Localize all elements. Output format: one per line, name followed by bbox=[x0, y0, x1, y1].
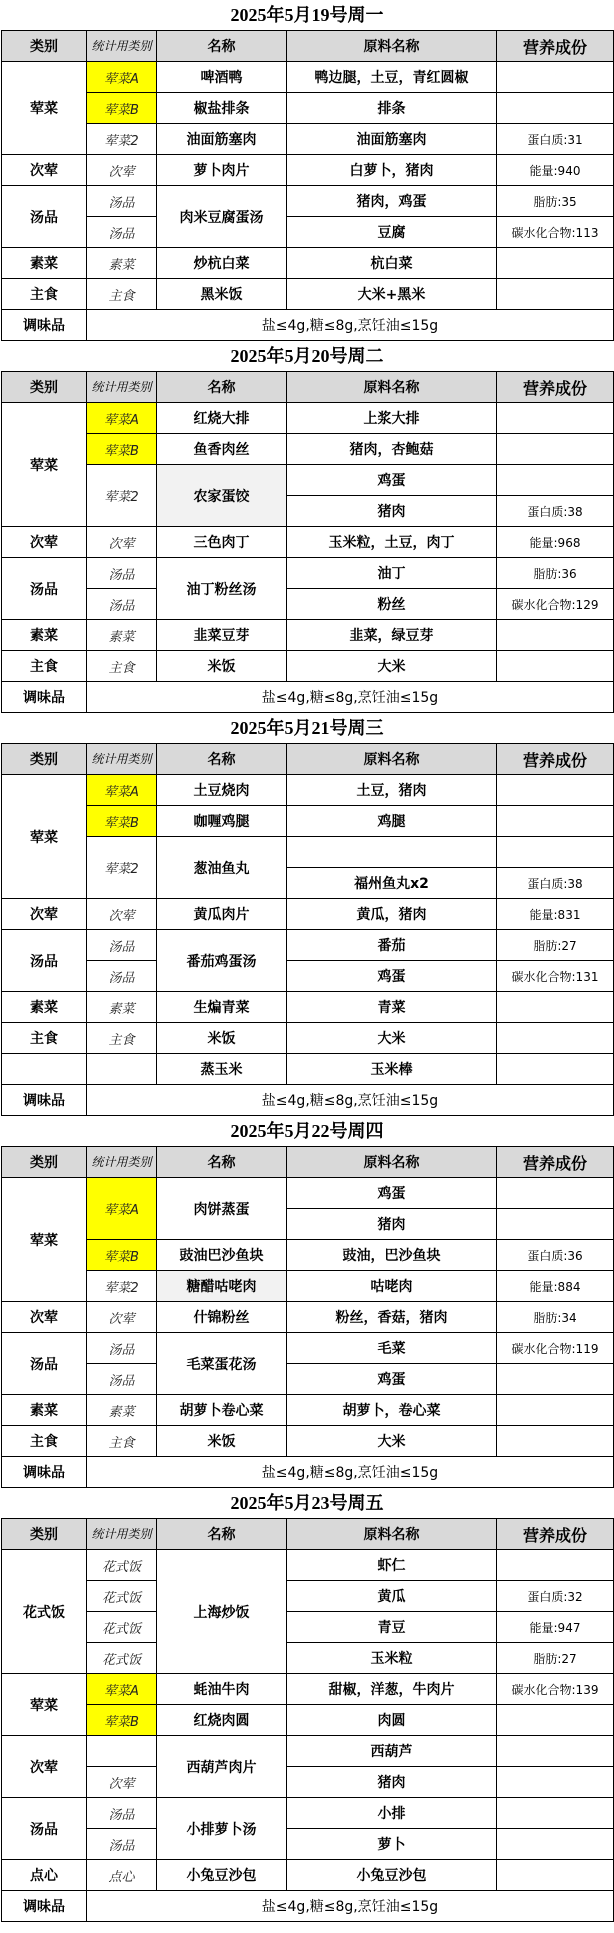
nutrition-cell bbox=[497, 1767, 614, 1798]
header-stat-category: 统计用类别 bbox=[87, 31, 157, 62]
table-row bbox=[2, 1829, 614, 1860]
category-cell: 汤品 bbox=[2, 1798, 87, 1860]
seasoning-label: 调味品 bbox=[2, 1891, 87, 1922]
raw-material-cell: 肉圆 bbox=[287, 1705, 497, 1736]
dish-name-cell: 上海炒饭 bbox=[157, 1550, 287, 1674]
raw-material-cell: 福州鱼丸x2 bbox=[287, 868, 497, 899]
day-title: 2025年5月20号周二 bbox=[230, 346, 384, 366]
dish-name-cell: 咖喱鸡腿 bbox=[157, 806, 287, 837]
stat-category-cell: 汤品 bbox=[87, 1798, 157, 1829]
dish-name-cell: 豉油巴沙鱼块 bbox=[157, 1240, 287, 1271]
raw-material-cell: 韭菜，绿豆芽 bbox=[287, 620, 497, 651]
stat-category-cell: 次荤 bbox=[87, 527, 157, 558]
header-category: 类别 bbox=[2, 372, 87, 403]
stat-category-cell: 主食 bbox=[87, 279, 157, 310]
dish-name-cell: 葱油鱼丸 bbox=[157, 837, 287, 899]
header-row bbox=[2, 1519, 614, 1550]
nutrition-cell bbox=[497, 806, 614, 837]
raw-material-cell: 青豆 bbox=[287, 1612, 497, 1643]
nutrition-cell bbox=[497, 651, 614, 682]
raw-material-cell: 青菜 bbox=[287, 992, 497, 1023]
nutrition-cell: 能量:968 bbox=[497, 527, 614, 558]
nutrition-cell bbox=[497, 1829, 614, 1860]
table-row bbox=[2, 1643, 614, 1674]
stat-category-cell: 花式饭 bbox=[87, 1550, 157, 1581]
category-cell: 素菜 bbox=[2, 992, 87, 1023]
seasoning-label: 调味品 bbox=[2, 1457, 87, 1488]
table-row bbox=[2, 651, 614, 682]
raw-material-cell: 粉丝 bbox=[287, 589, 497, 620]
stat-category-cell bbox=[87, 1054, 157, 1085]
menu-table bbox=[1, 743, 614, 1116]
dish-name-cell: 农家蛋饺 bbox=[157, 465, 287, 527]
table-row bbox=[2, 1860, 614, 1891]
stat-category-cell bbox=[87, 1736, 157, 1767]
table-row bbox=[2, 403, 614, 434]
raw-material-cell: 豆腐 bbox=[287, 217, 497, 248]
seasoning-value: 盐≤4g,糖≤8g,烹饪油≤15g bbox=[87, 1085, 614, 1116]
category-cell: 主食 bbox=[2, 1023, 87, 1054]
raw-material-cell: 粉丝，香菇，猪肉 bbox=[287, 1302, 497, 1333]
header-stat-category: 统计用类别 bbox=[87, 1519, 157, 1550]
nutrition-cell bbox=[497, 620, 614, 651]
category-cell: 荤菜 bbox=[2, 775, 87, 899]
seasoning-label: 调味品 bbox=[2, 310, 87, 341]
stat-category-cell: 荤菜2 bbox=[87, 837, 157, 899]
header-name: 名称 bbox=[157, 744, 287, 775]
stat-category-cell: 荤菜2 bbox=[87, 124, 157, 155]
day-title: 2025年5月22号周四 bbox=[230, 1121, 384, 1141]
stat-category-cell: 主食 bbox=[87, 651, 157, 682]
table-row bbox=[2, 248, 614, 279]
stat-category-cell: 汤品 bbox=[87, 1364, 157, 1395]
menu-table bbox=[1, 371, 614, 713]
header-row bbox=[2, 372, 614, 403]
nutrition-cell: 蛋白质:31 bbox=[497, 124, 614, 155]
raw-material-cell: 黄瓜，猪肉 bbox=[287, 899, 497, 930]
table-row bbox=[2, 1612, 614, 1643]
header-category: 类别 bbox=[2, 1147, 87, 1178]
dish-name-cell: 韭菜豆芽 bbox=[157, 620, 287, 651]
stat-category-cell: 主食 bbox=[87, 1426, 157, 1457]
header-stat-category: 统计用类别 bbox=[87, 1147, 157, 1178]
dish-name-cell: 鱼香肉丝 bbox=[157, 434, 287, 465]
header-row bbox=[2, 1147, 614, 1178]
category-cell: 主食 bbox=[2, 1426, 87, 1457]
nutrition-cell bbox=[497, 279, 614, 310]
raw-material-cell: 胡萝卜，卷心菜 bbox=[287, 1395, 497, 1426]
header-category: 类别 bbox=[2, 31, 87, 62]
stat-category-cell: 汤品 bbox=[87, 961, 157, 992]
category-cell: 汤品 bbox=[2, 558, 87, 620]
table-row bbox=[2, 465, 614, 496]
nutrition-cell: 脂肪:34 bbox=[497, 1302, 614, 1333]
stat-category-cell: 素菜 bbox=[87, 620, 157, 651]
table-row bbox=[2, 775, 614, 806]
dish-name-cell: 炒杭白菜 bbox=[157, 248, 287, 279]
dish-name-cell: 胡萝卜卷心菜 bbox=[157, 1395, 287, 1426]
dish-name-cell: 肉米豆腐蛋汤 bbox=[157, 186, 287, 248]
stat-category-cell: 荤菜B bbox=[87, 1705, 157, 1736]
nutrition-cell: 碳水化合物:139 bbox=[497, 1674, 614, 1705]
raw-material-cell: 排条 bbox=[287, 93, 497, 124]
dish-name-cell: 米饭 bbox=[157, 1023, 287, 1054]
category-cell: 主食 bbox=[2, 651, 87, 682]
raw-material-cell: 鸭边腿，土豆，青红圆椒 bbox=[287, 62, 497, 93]
nutrition-cell bbox=[497, 1023, 614, 1054]
seasoning-value: 盐≤4g,糖≤8g,烹饪油≤15g bbox=[87, 310, 614, 341]
raw-material-cell: 油面筋塞肉 bbox=[287, 124, 497, 155]
dish-name-cell: 什锦粉丝 bbox=[157, 1302, 287, 1333]
header-name: 名称 bbox=[157, 372, 287, 403]
raw-material-cell: 甜椒，洋葱，牛肉片 bbox=[287, 1674, 497, 1705]
dish-name-cell: 红烧大排 bbox=[157, 403, 287, 434]
stat-category-cell: 荤菜A bbox=[87, 1178, 157, 1240]
table-row bbox=[2, 1736, 614, 1767]
stat-category-cell: 次荤 bbox=[87, 155, 157, 186]
nutrition-cell: 碳水化合物:119 bbox=[497, 1333, 614, 1364]
table-row bbox=[2, 806, 614, 837]
stat-category-cell: 汤品 bbox=[87, 217, 157, 248]
category-cell: 次荤 bbox=[2, 1302, 87, 1333]
header-category: 类别 bbox=[2, 1519, 87, 1550]
dish-name-cell: 蚝油牛肉 bbox=[157, 1674, 287, 1705]
stat-category-cell: 荤菜B bbox=[87, 806, 157, 837]
dish-name-cell: 小排萝卜汤 bbox=[157, 1798, 287, 1860]
raw-material-cell: 油丁 bbox=[287, 558, 497, 589]
dish-name-cell: 萝卜肉片 bbox=[157, 155, 287, 186]
raw-material-cell: 大米 bbox=[287, 1426, 497, 1457]
table-row bbox=[2, 1054, 614, 1085]
nutrition-cell bbox=[497, 434, 614, 465]
nutrition-cell: 碳水化合物:129 bbox=[497, 589, 614, 620]
nutrition-cell: 能量:947 bbox=[497, 1612, 614, 1643]
category-cell: 荤菜 bbox=[2, 403, 87, 527]
header-name: 名称 bbox=[157, 1519, 287, 1550]
dish-name-cell: 油面筋塞肉 bbox=[157, 124, 287, 155]
nutrition-cell bbox=[497, 1736, 614, 1767]
stat-category-cell: 荤菜B bbox=[87, 93, 157, 124]
raw-material-cell: 玉米粒 bbox=[287, 1643, 497, 1674]
dish-name-cell: 土豆烧肉 bbox=[157, 775, 287, 806]
raw-material-cell: 土豆，猪肉 bbox=[287, 775, 497, 806]
dish-name-cell: 毛菜蛋花汤 bbox=[157, 1333, 287, 1395]
nutrition-cell bbox=[497, 775, 614, 806]
dish-name-cell: 番茄鸡蛋汤 bbox=[157, 930, 287, 992]
seasoning-row bbox=[2, 1085, 614, 1116]
dish-name-cell: 米饭 bbox=[157, 651, 287, 682]
table-row bbox=[2, 124, 614, 155]
category-cell: 次荤 bbox=[2, 527, 87, 558]
stat-category-cell: 荤菜B bbox=[87, 434, 157, 465]
nutrition-cell bbox=[497, 1209, 614, 1240]
nutrition-cell: 能量:884 bbox=[497, 1271, 614, 1302]
table-row bbox=[2, 1767, 614, 1798]
header-raw-material: 原料名称 bbox=[287, 744, 497, 775]
header-stat-category: 统计用类别 bbox=[87, 372, 157, 403]
stat-category-cell: 汤品 bbox=[87, 1829, 157, 1860]
header-raw-material: 原料名称 bbox=[287, 1519, 497, 1550]
raw-material-cell: 鸡蛋 bbox=[287, 1178, 497, 1209]
raw-material-cell: 毛菜 bbox=[287, 1333, 497, 1364]
raw-material-cell: 鸡腿 bbox=[287, 806, 497, 837]
nutrition-cell bbox=[497, 1395, 614, 1426]
table-row bbox=[2, 620, 614, 651]
raw-material-cell: 鸡蛋 bbox=[287, 465, 497, 496]
nutrition-cell bbox=[497, 1860, 614, 1891]
raw-material-cell: 鸡蛋 bbox=[287, 961, 497, 992]
stat-category-cell: 荤菜A bbox=[87, 62, 157, 93]
nutrition-cell bbox=[497, 1550, 614, 1581]
nutrition-cell: 能量:940 bbox=[497, 155, 614, 186]
table-row bbox=[2, 1798, 614, 1829]
table-row bbox=[2, 1581, 614, 1612]
dish-name-cell: 米饭 bbox=[157, 1426, 287, 1457]
table-row bbox=[2, 93, 614, 124]
nutrition-cell bbox=[497, 465, 614, 496]
raw-material-cell: 猪肉 bbox=[287, 1767, 497, 1798]
dish-name-cell: 黄瓜肉片 bbox=[157, 899, 287, 930]
stat-category-cell: 汤品 bbox=[87, 558, 157, 589]
seasoning-row bbox=[2, 682, 614, 713]
nutrition-cell: 脂肪:27 bbox=[497, 1643, 614, 1674]
raw-material-cell: 咕咾肉 bbox=[287, 1271, 497, 1302]
nutrition-cell bbox=[497, 1798, 614, 1829]
nutrition-cell: 蛋白质:38 bbox=[497, 868, 614, 899]
category-cell: 次荤 bbox=[2, 899, 87, 930]
nutrition-cell: 脂肪:35 bbox=[497, 186, 614, 217]
nutrition-cell bbox=[497, 62, 614, 93]
nutrition-cell: 能量:831 bbox=[497, 899, 614, 930]
table-row bbox=[2, 961, 614, 992]
stat-category-cell: 次荤 bbox=[87, 1302, 157, 1333]
category-cell: 汤品 bbox=[2, 1333, 87, 1395]
nutrition-cell: 脂肪:36 bbox=[497, 558, 614, 589]
header-nutrition: 营养成份 bbox=[497, 31, 614, 62]
nutrition-cell: 蛋白质:38 bbox=[497, 496, 614, 527]
nutrition-cell bbox=[497, 403, 614, 434]
nutrition-cell: 蛋白质:36 bbox=[497, 1240, 614, 1271]
header-stat-category: 统计用类别 bbox=[87, 744, 157, 775]
raw-material-cell: 猪肉 bbox=[287, 496, 497, 527]
seasoning-value: 盐≤4g,糖≤8g,烹饪油≤15g bbox=[87, 682, 614, 713]
dish-name-cell: 啤酒鸭 bbox=[157, 62, 287, 93]
nutrition-cell bbox=[497, 1426, 614, 1457]
table-row bbox=[2, 1023, 614, 1054]
nutrition-cell bbox=[497, 93, 614, 124]
header-raw-material: 原料名称 bbox=[287, 372, 497, 403]
nutrition-cell bbox=[497, 1705, 614, 1736]
dish-name-cell: 糖醋咕咾肉 bbox=[157, 1271, 287, 1302]
nutrition-cell bbox=[497, 1054, 614, 1085]
stat-category-cell: 次荤 bbox=[87, 899, 157, 930]
stat-category-cell: 素菜 bbox=[87, 248, 157, 279]
seasoning-row bbox=[2, 1891, 614, 1922]
table-row bbox=[2, 1395, 614, 1426]
nutrition-cell bbox=[497, 1364, 614, 1395]
raw-material-cell: 番茄 bbox=[287, 930, 497, 961]
raw-material-cell: 鸡蛋 bbox=[287, 1364, 497, 1395]
stat-category-cell: 主食 bbox=[87, 1023, 157, 1054]
category-cell: 素菜 bbox=[2, 620, 87, 651]
seasoning-label: 调味品 bbox=[2, 682, 87, 713]
table-row bbox=[2, 558, 614, 589]
stat-category-cell: 汤品 bbox=[87, 930, 157, 961]
dish-name-cell: 三色肉丁 bbox=[157, 527, 287, 558]
raw-material-cell: 西葫芦 bbox=[287, 1736, 497, 1767]
category-cell: 花式饭 bbox=[2, 1550, 87, 1674]
table-row bbox=[2, 1240, 614, 1271]
table-row bbox=[2, 217, 614, 248]
stat-category-cell: 汤品 bbox=[87, 1333, 157, 1364]
raw-material-cell: 大米 bbox=[287, 1023, 497, 1054]
table-row bbox=[2, 1271, 614, 1302]
table-row bbox=[2, 899, 614, 930]
raw-material-cell: 黄瓜 bbox=[287, 1581, 497, 1612]
stat-category-cell: 荤菜2 bbox=[87, 1271, 157, 1302]
raw-material-cell bbox=[287, 837, 497, 868]
seasoning-row bbox=[2, 310, 614, 341]
table-row bbox=[2, 589, 614, 620]
day-title: 2025年5月23号周五 bbox=[230, 1493, 384, 1513]
nutrition-cell: 蛋白质:32 bbox=[497, 1581, 614, 1612]
dish-name-cell: 蒸玉米 bbox=[157, 1054, 287, 1085]
category-cell: 主食 bbox=[2, 279, 87, 310]
table-row bbox=[2, 527, 614, 558]
menu-table bbox=[1, 1518, 614, 1922]
category-cell: 荤菜 bbox=[2, 1178, 87, 1302]
header-nutrition: 营养成份 bbox=[497, 372, 614, 403]
category-cell: 次荤 bbox=[2, 155, 87, 186]
header-nutrition: 营养成份 bbox=[497, 1147, 614, 1178]
menu-table bbox=[1, 30, 614, 341]
seasoning-label: 调味品 bbox=[2, 1085, 87, 1116]
table-row bbox=[2, 279, 614, 310]
header-row bbox=[2, 31, 614, 62]
menu-table bbox=[1, 1146, 614, 1488]
raw-material-cell: 大米+黑米 bbox=[287, 279, 497, 310]
raw-material-cell: 玉米棒 bbox=[287, 1054, 497, 1085]
raw-material-cell: 萝卜 bbox=[287, 1829, 497, 1860]
header-raw-material: 原料名称 bbox=[287, 1147, 497, 1178]
stat-category-cell: 荤菜A bbox=[87, 775, 157, 806]
table-row bbox=[2, 1674, 614, 1705]
table-row bbox=[2, 434, 614, 465]
stat-category-cell: 荤菜B bbox=[87, 1240, 157, 1271]
raw-material-cell: 杭白菜 bbox=[287, 248, 497, 279]
nutrition-cell bbox=[497, 248, 614, 279]
nutrition-cell bbox=[497, 992, 614, 1023]
raw-material-cell: 玉米粒，土豆，肉丁 bbox=[287, 527, 497, 558]
stat-category-cell: 花式饭 bbox=[87, 1643, 157, 1674]
dish-name-cell: 椒盐排条 bbox=[157, 93, 287, 124]
table-row bbox=[2, 62, 614, 93]
category-cell: 点心 bbox=[2, 1860, 87, 1891]
stat-category-cell: 汤品 bbox=[87, 589, 157, 620]
category-cell: 荤菜 bbox=[2, 1674, 87, 1736]
header-name: 名称 bbox=[157, 31, 287, 62]
table-row bbox=[2, 1333, 614, 1364]
raw-material-cell: 上浆大排 bbox=[287, 403, 497, 434]
raw-material-cell: 小排 bbox=[287, 1798, 497, 1829]
nutrition-cell: 碳水化合物:131 bbox=[497, 961, 614, 992]
stat-category-cell: 汤品 bbox=[87, 186, 157, 217]
header-row bbox=[2, 744, 614, 775]
nutrition-cell: 脂肪:27 bbox=[497, 930, 614, 961]
table-row bbox=[2, 837, 614, 868]
header-nutrition: 营养成份 bbox=[497, 744, 614, 775]
stat-category-cell: 素菜 bbox=[87, 1395, 157, 1426]
raw-material-cell: 白萝卜，猪肉 bbox=[287, 155, 497, 186]
table-row bbox=[2, 1550, 614, 1581]
category-cell: 素菜 bbox=[2, 248, 87, 279]
table-row bbox=[2, 1364, 614, 1395]
nutrition-cell bbox=[497, 1178, 614, 1209]
stat-category-cell: 点心 bbox=[87, 1860, 157, 1891]
table-row bbox=[2, 186, 614, 217]
header-category: 类别 bbox=[2, 744, 87, 775]
dish-name-cell: 肉饼蒸蛋 bbox=[157, 1178, 287, 1240]
seasoning-value: 盐≤4g,糖≤8g,烹饪油≤15g bbox=[87, 1457, 614, 1488]
header-nutrition: 营养成份 bbox=[497, 1519, 614, 1550]
table-row bbox=[2, 1426, 614, 1457]
table-row bbox=[2, 155, 614, 186]
day-title: 2025年5月19号周一 bbox=[230, 5, 384, 25]
day-title: 2025年5月21号周三 bbox=[230, 718, 384, 738]
nutrition-cell bbox=[497, 837, 614, 868]
nutrition-cell: 碳水化合物:113 bbox=[497, 217, 614, 248]
seasoning-value: 盐≤4g,糖≤8g,烹饪油≤15g bbox=[87, 1891, 614, 1922]
table-row bbox=[2, 1178, 614, 1209]
table-row bbox=[2, 992, 614, 1023]
category-cell: 素菜 bbox=[2, 1395, 87, 1426]
category-cell: 汤品 bbox=[2, 930, 87, 992]
dish-name-cell: 小兔豆沙包 bbox=[157, 1860, 287, 1891]
category-cell: 汤品 bbox=[2, 186, 87, 248]
seasoning-row bbox=[2, 1457, 614, 1488]
stat-category-cell: 荤菜A bbox=[87, 1674, 157, 1705]
dish-name-cell: 生煸青菜 bbox=[157, 992, 287, 1023]
raw-material-cell: 猪肉，杏鲍菇 bbox=[287, 434, 497, 465]
table-row bbox=[2, 1302, 614, 1333]
raw-material-cell: 小兔豆沙包 bbox=[287, 1860, 497, 1891]
category-cell: 次荤 bbox=[2, 1736, 87, 1798]
stat-category-cell: 花式饭 bbox=[87, 1581, 157, 1612]
stat-category-cell: 荤菜2 bbox=[87, 465, 157, 527]
raw-material-cell: 大米 bbox=[287, 651, 497, 682]
category-cell: 荤菜 bbox=[2, 62, 87, 155]
stat-category-cell: 荤菜A bbox=[87, 403, 157, 434]
raw-material-cell: 猪肉，鸡蛋 bbox=[287, 186, 497, 217]
stat-category-cell: 花式饭 bbox=[87, 1612, 157, 1643]
raw-material-cell: 虾仁 bbox=[287, 1550, 497, 1581]
dish-name-cell: 黑米饭 bbox=[157, 279, 287, 310]
dish-name-cell: 油丁粉丝汤 bbox=[157, 558, 287, 620]
dish-name-cell: 西葫芦肉片 bbox=[157, 1736, 287, 1798]
raw-material-cell: 猪肉 bbox=[287, 1209, 497, 1240]
header-name: 名称 bbox=[157, 1147, 287, 1178]
dish-name-cell: 红烧肉圆 bbox=[157, 1705, 287, 1736]
stat-category-cell: 次荤 bbox=[87, 1767, 157, 1798]
header-raw-material: 原料名称 bbox=[287, 31, 497, 62]
stat-category-cell: 素菜 bbox=[87, 992, 157, 1023]
table-row bbox=[2, 930, 614, 961]
table-row bbox=[2, 1705, 614, 1736]
category-cell bbox=[2, 1054, 87, 1085]
raw-material-cell: 豉油，巴沙鱼块 bbox=[287, 1240, 497, 1271]
